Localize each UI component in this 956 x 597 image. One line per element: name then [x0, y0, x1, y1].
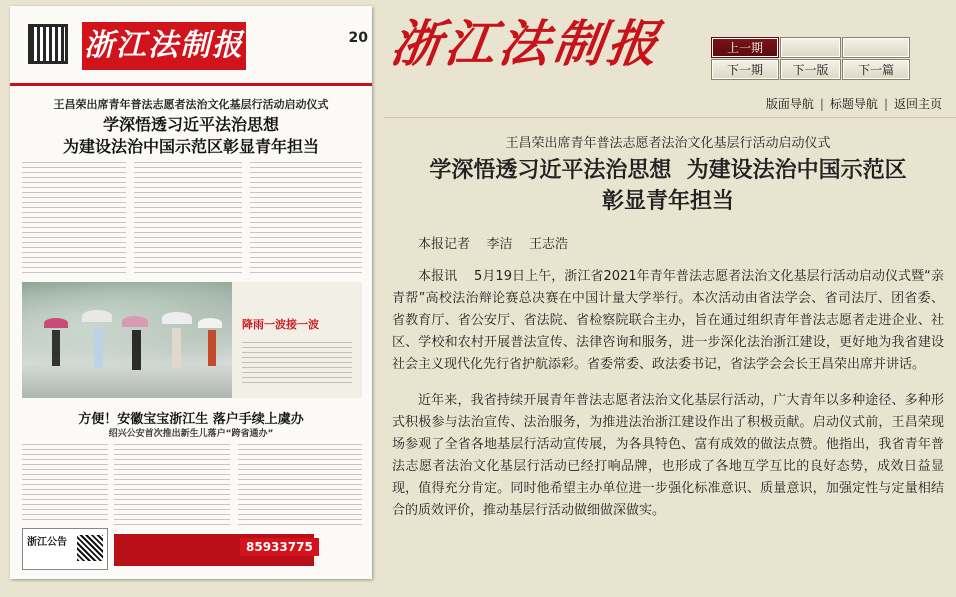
- prev-issue-button[interactable]: 上一期: [712, 38, 778, 57]
- paper-page-number: 20: [348, 30, 368, 46]
- paper-masthead: [10, 6, 372, 86]
- article-subtitle: 王昌荣出席青年普法志愿者法治文化基层行活动启动仪式: [505, 136, 831, 151]
- paper-text-column: [238, 444, 362, 528]
- article-title-line2: 彰显青年担当: [601, 189, 734, 214]
- paper-masthead-logo: 浙江法制报: [82, 22, 246, 70]
- article-byline: 本报记者 李洁 王志浩: [418, 237, 569, 252]
- article-title: [392, 155, 944, 217]
- nav-separator: |: [819, 97, 824, 111]
- next-issue-button[interactable]: 下一期: [712, 60, 778, 79]
- qr-code-icon: [28, 24, 68, 64]
- title-nav-link[interactable]: 标题导航: [829, 97, 878, 111]
- rain-photo: [22, 282, 232, 398]
- paper-headline2: 方便！安徽宝宝浙江生 落户手续上虞办: [78, 412, 304, 427]
- paper-headline-line1: 学深悟透习近平法治思想: [102, 115, 279, 134]
- paper-text-column: [22, 444, 108, 524]
- article-paragraph: 近年来，我省持续开展青年普法志愿者法治文化基层行活动，广大青年以多种途径、多种形式积极参与法治宣传、法治服务，为推进法治浙江建设作出了积极贡献。启动仪式前，王昌荣现场参观了全省各地基层行活动宣传展，为各具特色、富有成效的做法点赞。他指出，我省青年普法志愿者法治文化基层行活动已经打响品牌，也形成了各地互学互比的良好态势，成效日益显现，值得充分肯定。同时他希望主办单位进一步强化标准意识、质量意识，加强定性与定量相结合的质效评价，推动基层行活动做细做深做实。: [392, 393, 944, 518]
- nav-separator: |: [883, 97, 888, 111]
- paper-ad-phone: 85933775: [240, 538, 319, 556]
- article-paragraph: 本报讯 5月19日上午，浙江省2021年青年普法志愿者法治文化基层行活动启动仪式暨“亲青帮”高校法治辩论赛总决赛在中国计量大学举行。本次活动由省法学会、省司法厅、团省委、省教育厅、省公安厅、省法院、省检察院联合主办，旨在通过组织青年普法志愿者走进企业、社区、学校和农村开展普法宣传、法律咨询和服务，进一步深化法治浙江建设，更好地为我省建设社会主义现代化先行省护航添彩。省委常委、政法委书记，省法学会会长王昌荣出席并讲话。: [392, 269, 944, 372]
- qr-code-icon: [77, 535, 103, 561]
- sub-navigation: [384, 90, 956, 118]
- next-page-button[interactable]: 下一版: [781, 60, 840, 79]
- newspaper-page-thumbnail[interactable]: [10, 6, 372, 579]
- paper-text-column: [250, 162, 362, 276]
- paper-text-column: [134, 162, 242, 276]
- layout-nav-link[interactable]: 版面导航: [765, 97, 814, 111]
- next-article-button[interactable]: 下一篇: [843, 60, 909, 79]
- paper-text-column: [242, 342, 352, 386]
- paper-subhead: 王昌荣出席青年普法志愿者法治文化基层行活动启动仪式: [53, 98, 329, 111]
- paper-ad-notice: [22, 528, 108, 570]
- article-body: [392, 266, 944, 522]
- paper-headline-line2: 为建设法治中国示范区彰显青年担当: [62, 137, 319, 156]
- paper-pane: [0, 0, 384, 597]
- brand-logo: 浙江法制报: [387, 14, 666, 73]
- prev-article-button-disabled: [843, 38, 909, 57]
- paper-text-column: [114, 444, 230, 528]
- paper-subhead2: 绍兴公安首次推出新生儿落户“跨省通办”: [108, 429, 274, 439]
- prev-page-button-disabled: [781, 38, 840, 57]
- home-link[interactable]: 返回主页: [893, 97, 942, 111]
- paper-ad-title: 浙江公告: [27, 537, 67, 548]
- photo-caption: 降雨一波接一波: [242, 318, 319, 331]
- paper-text-column: [22, 162, 126, 276]
- article: [384, 120, 956, 597]
- article-title-line1: 学深悟透习近平法治思想 为建设法治中国示范区: [429, 158, 907, 183]
